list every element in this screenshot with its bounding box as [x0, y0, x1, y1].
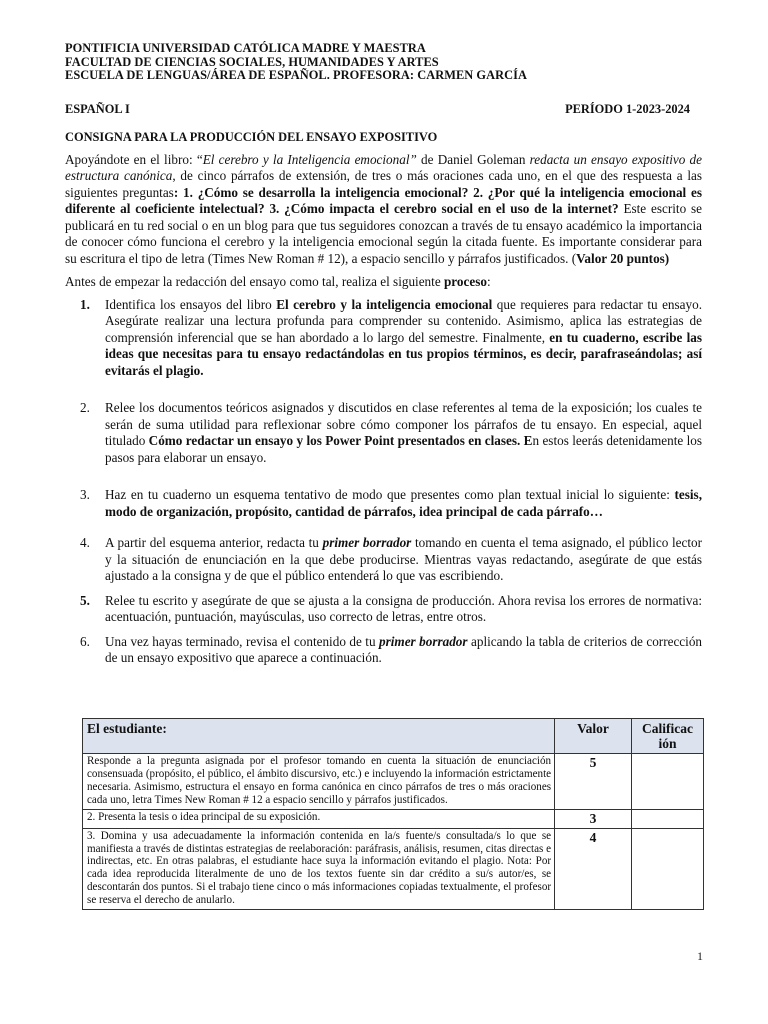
step-emphasis: primer borrador	[322, 535, 412, 550]
step-number: 3.	[80, 487, 90, 502]
criterion-description: 2. Presenta la tesis o idea principal de su exposición.	[83, 809, 555, 828]
table-row	[83, 754, 704, 810]
task-description: redacta un ensayo expositivo de estructura canónica	[65, 151, 702, 183]
step-number: 4.	[80, 535, 90, 550]
school-and-professor: ESCUELA DE LENGUAS/ÁREA DE ESPAÑOL. PROFESORA: CARMEN GARCÍA	[65, 68, 527, 82]
step-2	[65, 400, 702, 466]
criterion-value: 3	[555, 809, 632, 828]
course-period-row	[65, 101, 702, 118]
criterion-description: 3. Domina y usa adecuadamente la información contenida en la/s fuente/s consultada/s lo que se manifiesta a través de distintas estrategias de reelaboración: paráfrasis, análisis, resumen, citas directas e indirectas, etc. En otras palabras, el estudiante hace suya la información evitando el plagio. Nota: Por cada idea reproducida literalmente de uno de los textos fuente sin dar crédito a su/s autor/es, se descontarán dos puntos. Si el trabajo tiene cinco o más informaciones copiadas textualmente, el profesor se reserva el derecho de anularlo.	[83, 828, 555, 909]
step-text-part: Haz en tu cuaderno un esquema tentativo de modo que presentes como plan textual inicial lo siguiente:	[105, 487, 675, 502]
step-number: 6.	[80, 633, 90, 649]
intro-text: Apoyándote en el libro: “	[65, 151, 203, 167]
process-steps	[65, 297, 702, 667]
intro-text: Este escrito se publicará en tu red social o en un blog para que tus seguidores conozcan a través de tu ensayo académico la importancia de conocer cómo funciona el cerebro y la inteligencia emocional según la citada fuente. Es importante considerar para su escritura el tipo de letra (Times New Roman # 12), a espacio sencillo y párrafos justificados. (	[65, 201, 703, 266]
table-row	[83, 809, 704, 828]
step-1	[65, 297, 702, 380]
step-text-part: Identifica los ensayos del libro	[105, 296, 277, 312]
grade-cell[interactable]	[632, 809, 704, 828]
step-text	[105, 297, 702, 380]
step-text	[105, 487, 702, 520]
criterion-value: 4	[555, 828, 632, 909]
guiding-questions: : 1. ¿Cómo se desarrolla la inteligencia emocional? 2. ¿Por qué la inteligencia emocional es diferente al coeficiente intelectual? 3. ¿Cómo impacta el cerebro social en el uso de la internet?	[65, 184, 702, 216]
assignment-value: Valor 20 puntos)	[576, 250, 670, 266]
book-title: El cerebro y la Inteligencia emocional”	[202, 151, 417, 167]
table-header-row	[83, 719, 704, 754]
intro-paragraph	[65, 152, 702, 268]
step-number: 5.	[80, 592, 90, 608]
step-text	[105, 535, 702, 585]
process-word: proceso	[443, 274, 487, 289]
grade-cell[interactable]	[632, 754, 704, 810]
criteria-table	[82, 718, 704, 910]
step-text-part: A partir del esquema anterior, redacta tu	[105, 535, 323, 550]
criterion-description: Responde a la pregunta asignada por el profesor tomando en cuenta la situación de enunciación consensuada (propósito, el público, el ámbito discursivo, etc.) e incluyendo la información estrictamente necesaria. Asimismo, estructura el ensayo en forma canónica en cinco párrafos de tres o más oraciones cada uno, letra Times New Roman # 12 a espacio sencillo y párrafos justificados.	[83, 754, 555, 810]
header-value: Valor	[555, 719, 632, 754]
process-intro-text: Antes de empezar la redacción del ensayo como tal, realiza el siguiente	[65, 274, 444, 289]
step-emphasis: tesis, modo de organización, propósito, cantidad de párrafos, idea principal de cada párrafo…	[105, 487, 702, 519]
step-5	[65, 593, 702, 626]
step-text-part: que requieres para redactar tu ensayo. Asegúrate realizar una lectura profunda para comprender su contenido. Asimismo, aplica las estrategias de comprensión inferencial que se han abordado a lo largo del semestre. Finalmente,	[105, 296, 702, 345]
step-text: Relee tu escrito y asegúrate de que se ajusta a la consigna de producción. Ahora revisa los errores de normativa: acentuación, puntuación, mayúsculas, uso correcto de letras, entre otros.	[105, 592, 702, 624]
table-row	[83, 828, 704, 909]
intro-text: , de cinco párrafos de extensión, de tres o más oraciones cada uno, en el que des respuesta a las siguientes preguntas	[65, 168, 702, 200]
intro-text: de Daniel Goleman	[416, 151, 530, 167]
step-6	[65, 634, 702, 667]
criterion-value: 5	[555, 754, 632, 810]
assignment-title: CONSIGNA PARA LA PRODUCCIÓN DEL ENSAYO EXPOSITIVO	[65, 130, 438, 144]
step-text-part: n estos leerás detenidamente los pasos para elaborar un ensayo.	[105, 433, 702, 465]
step-text	[105, 634, 702, 667]
step-text-part: tomando en cuenta el tema asignado, el público lector y la situación de enunciación en la que debe producirse. Mientras vayas redactando, asegúrate de que estás ajustado a la consigna y de que el público entenderá lo que vas escribiendo.	[105, 535, 703, 583]
page-number: 1	[697, 949, 703, 963]
step-4	[65, 535, 702, 585]
header-grade: Calificac ión	[632, 719, 704, 754]
step-text-part: Una vez hayas terminado, revisa el contenido de tu	[105, 633, 380, 649]
header-student: El estudiante:	[83, 719, 555, 754]
step-number: 1.	[80, 296, 90, 312]
institution-name: PONTIFICIA UNIVERSIDAD CATÓLICA MADRE Y MAESTRA	[65, 41, 426, 55]
step-3	[65, 487, 702, 520]
book-title: El cerebro y la inteligencia emocional	[276, 296, 493, 312]
step-emphasis: primer borrador	[379, 633, 468, 649]
step-text	[105, 400, 702, 466]
step-text-part: Relee los documentos teóricos asignados y discutidos en clase referentes al tema de la exposición; los cuales te serán de suma utilidad para reflexionar sobre cómo componer los párrafos de tu ensayo. En especial, aquel titulado	[105, 400, 702, 448]
process-intro-end: :	[486, 274, 491, 289]
period-label: PERÍODO 1-2023-2024	[565, 101, 690, 116]
course-name: ESPAÑOL I	[65, 101, 130, 116]
step-emphasis: en tu cuaderno, escribe las ideas que necesitas para tu ensayo redactándolas en tus propios términos, es decir, parafraseándolas; así evitarás el plagio.	[105, 329, 702, 378]
step-text-part: aplicando la tabla de criterios de corrección de un ensayo expositivo que aparece a continuación.	[105, 633, 703, 665]
faculty-name: FACULTAD DE CIENCIAS SOCIALES, HUMANIDADES Y ARTES	[65, 54, 439, 69]
step-emphasis: Cómo redactar un ensayo y los Power Point presentados en clases. E	[148, 433, 533, 448]
process-intro	[65, 274, 702, 291]
step-number: 2.	[80, 400, 90, 415]
document-page	[65, 42, 702, 667]
grade-cell[interactable]	[632, 828, 704, 909]
